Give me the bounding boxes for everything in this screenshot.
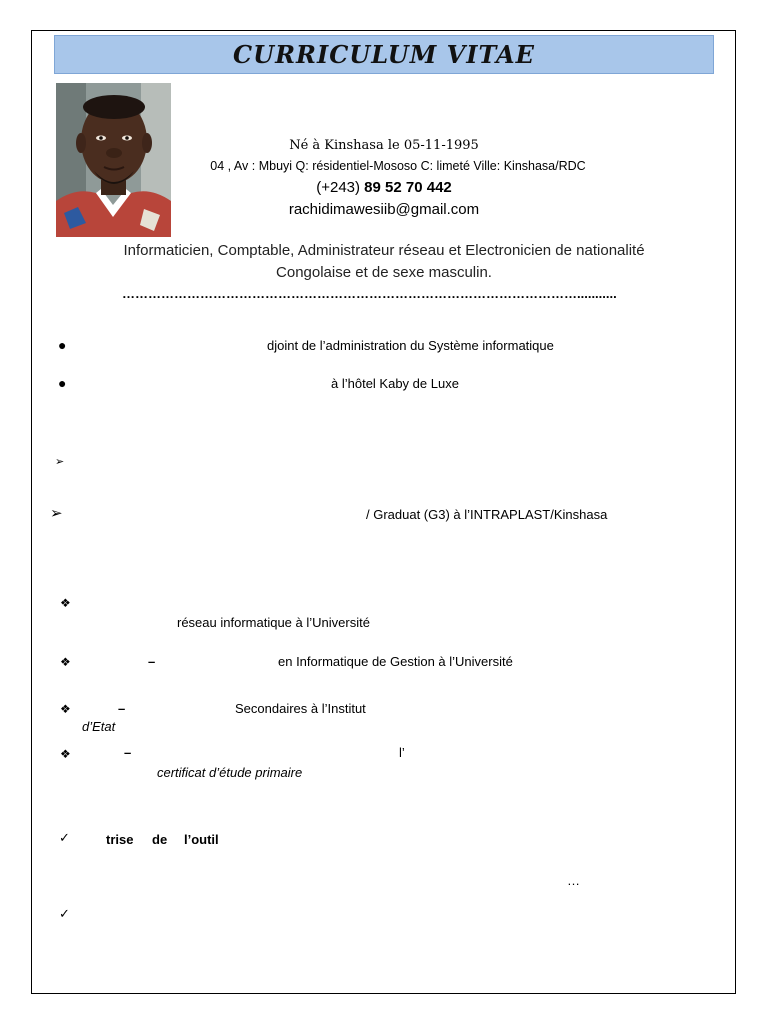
skill-item-1-word-1: trise [106, 832, 134, 847]
title-banner [54, 35, 714, 74]
diamond-bullet-icon: ❖ [60, 702, 71, 716]
separator-dots: ……………………………………………………………………………………………........... [122, 286, 617, 301]
diploma-item-3-dash: – [118, 701, 126, 716]
diploma-item-2-dash: – [148, 654, 156, 669]
phone [0, 179, 768, 196]
address: 04 , Av : Mbuyi Q: résidentiel-Mososo C: limeté Ville: Kinshasa/RDC [210, 159, 586, 173]
profile-line-1: Informaticien, Comptable, Administrateur réseau et Electronicien de nationalité [123, 242, 645, 259]
birth-info: Né à Kinshasa le 05-11-1995 [289, 138, 479, 153]
diamond-bullet-icon: ❖ [60, 747, 71, 761]
experience-item-2: à l’hôtel Kaby de Luxe [331, 376, 459, 391]
diploma-item-4-dash: – [124, 745, 132, 760]
skill-item-1-word-2: de [152, 832, 168, 847]
arrow-bullet-icon: ➢ [50, 505, 63, 522]
education-item-2: / Graduat (G3) à l’INTRAPLAST/Kinshasa [366, 507, 608, 522]
arrow-bullet-icon: ➢ [55, 456, 65, 468]
phone-number: 89 52 70 442 [364, 179, 452, 196]
bullet-dot-icon: ● [58, 337, 67, 353]
diploma-item-3: Secondaires à l’Institut [235, 701, 366, 716]
profile-line-2: Congolaise et de sexe masculin. [276, 264, 492, 281]
skill-item-1-word-3: l’outil [184, 832, 219, 847]
diamond-bullet-icon: ❖ [60, 596, 71, 610]
bullet-dot-icon: ● [58, 375, 67, 391]
check-bullet-icon: ✓ [59, 830, 70, 845]
experience-item-1: djoint de l’administration du Système informatique [267, 338, 554, 353]
diploma-item-1-line-2: réseau informatique à l’Université [177, 615, 370, 630]
diploma-item-2: en Informatique de Gestion à l’Université [278, 654, 513, 669]
skill-ellipsis: … [567, 873, 580, 888]
diploma-item-4: l’ [399, 745, 405, 760]
page-title: CURRICULUM VITAE [233, 40, 535, 69]
diamond-bullet-icon: ❖ [60, 655, 71, 669]
email: rachidimawesiib@gmail.com [288, 201, 480, 218]
phone-prefix: (+243) [316, 179, 365, 196]
check-bullet-icon: ✓ [59, 906, 70, 921]
diploma-item-3-line-2: d’Etat [82, 719, 116, 734]
diploma-item-4-line-2: certificat d’étude primaire [157, 765, 303, 780]
